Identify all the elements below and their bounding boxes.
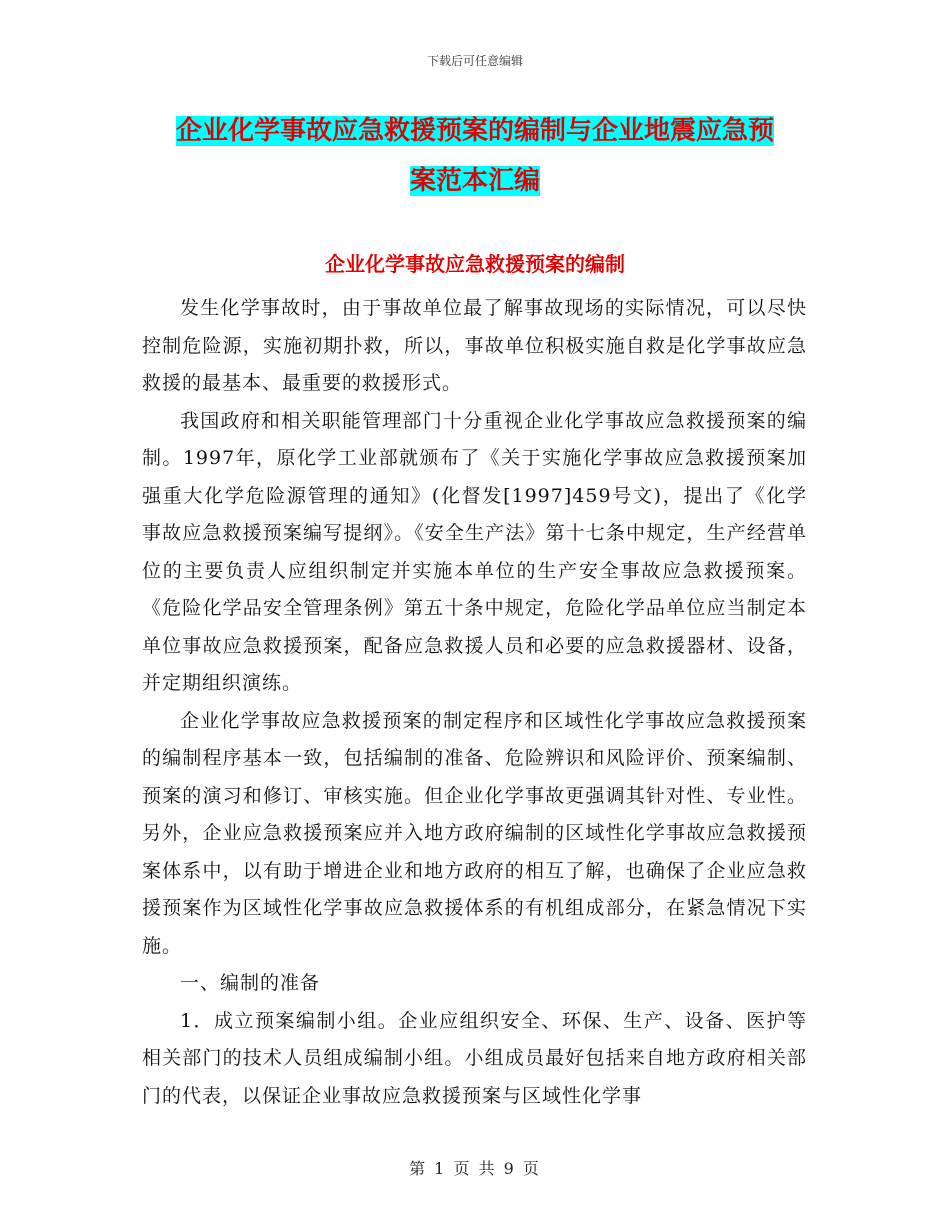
body-paragraph: 企业化学事故应急救援预案的制定程序和区域性化学事故应急救援预案的编制程序基本一致，包括编制的准备、危险辨识和风险评价、预案编制、预案的演习和修订、审核实施。但企业化学事故更强调其针对性、专业性。另外，企业应急救援预案应并入地方政府编制的区域性化学事故应急救援预案体系中，以有助于增进企业和地方政府的相互了解，也确保了企业应急救援预案作为区域性化学事故应急救援体系的有机组成部分，在紧急情况下实施。 [142,709,807,957]
page-header-note: 下载后可任意编辑 [426,54,523,68]
document-title-line-1: 企业化学事故应急救援预案的编制与企业地震应急预 [175,116,774,146]
document-title [140,106,810,206]
subsection-heading: 一、编制的准备 [180,972,321,994]
body-paragraph: 1．成立预案编制小组。企业应组织安全、环保、生产、设备、医护等相关部门的技术人员组成编制小组。小组成员最好包括来自地方政府相关部门的代表，以保证企业事故应急救援预案与区域性化学事 [142,1009,807,1107]
section-heading: 企业化学事故应急救援预案的编制 [325,252,625,276]
document-body [142,290,807,1115]
document-title-line-2: 案范本汇编 [409,166,540,196]
body-paragraph: 我国政府和相关职能管理部门十分重视企业化学事故应急救援预案的编制。1997年，原化学工业部就颁布了《关于实施化学事故应急救援预案加强重大化学危险源管理的通知》(化督发[1997]459号文)，提出了《化学事故应急救援预案编写提纲》。《安全生产法》第十七条中规定，生产经营单位的主要负责人应组织制定并实施本单位的生产安全事故应急救援预案。《危险化学品安全管理条例》第五十条中规定，危险化学品单位应当制定本单位事故应急救援预案，配备应急救援人员和必要的应急救援器材、设备，并定期组织演练。 [142,409,807,694]
page-number-footer: 第 1 页 共 9 页 [409,1159,541,1178]
body-paragraph: 发生化学事故时，由于事故单位最了解事故现场的实际情况，可以尽快控制危险源，实施初期扑救，所以，事故单位积极实施自救是化学事故应急救援的最基本、最重要的救援形式。 [142,297,807,394]
